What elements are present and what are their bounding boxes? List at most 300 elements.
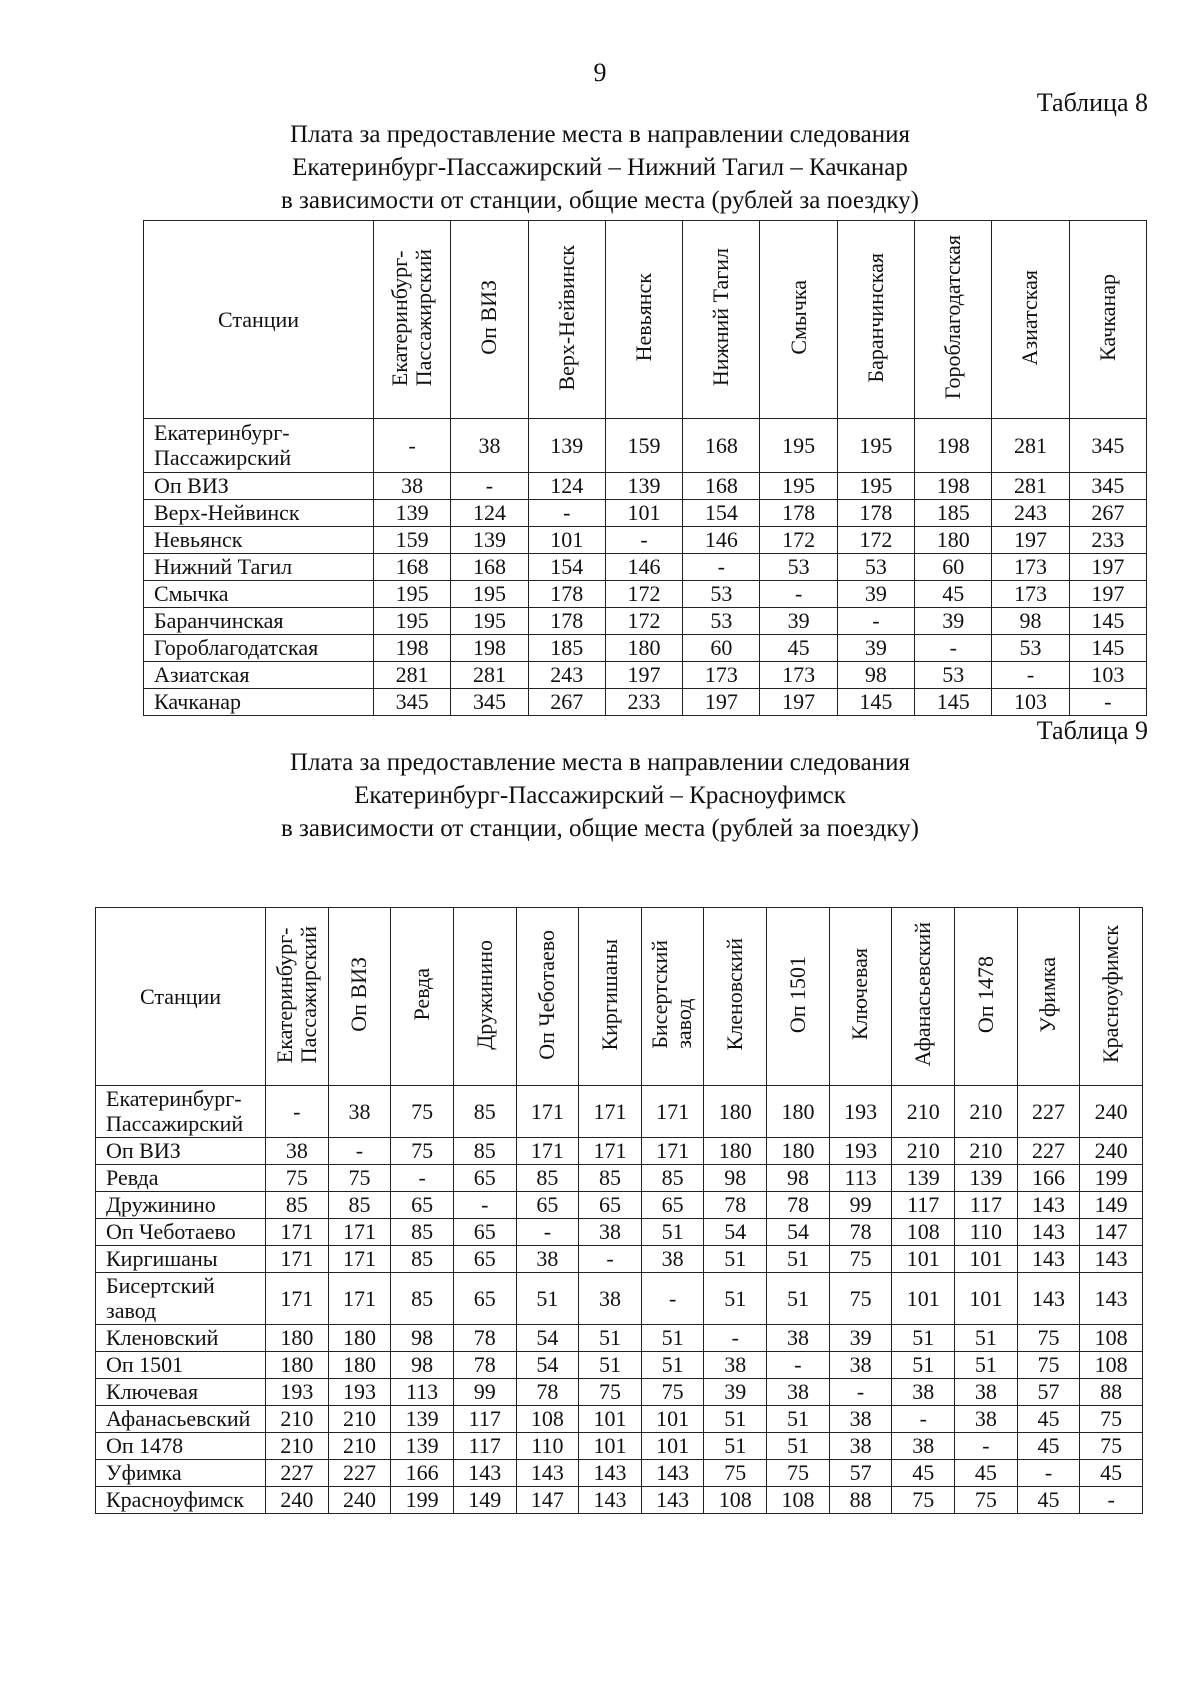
column-header-label: Дружинино (471, 939, 497, 1050)
table-row (96, 1379, 1143, 1406)
column-header-label: Азиатская (1017, 269, 1043, 366)
fare-cell: 171 (579, 1086, 642, 1138)
column-header (1080, 908, 1143, 1086)
fare-cell: 195 (760, 419, 837, 473)
fare-cell: 65 (453, 1273, 516, 1325)
fare-cell: 65 (641, 1192, 704, 1219)
fare-cell: 65 (516, 1192, 579, 1219)
fare-cell: 54 (516, 1325, 579, 1352)
fare-cell: 75 (391, 1086, 454, 1138)
fare-cell: 171 (641, 1138, 704, 1165)
fare-cell: 51 (704, 1406, 767, 1433)
table-row (96, 1192, 1143, 1219)
fare-cell: 51 (955, 1325, 1018, 1352)
fare-cell: 143 (641, 1460, 704, 1487)
fare-cell: 85 (391, 1273, 454, 1325)
column-header (892, 908, 955, 1086)
fare-cell: 101 (579, 1406, 642, 1433)
fare-cell: 145 (837, 689, 914, 716)
fare-cell: 143 (453, 1460, 516, 1487)
header-row (96, 908, 1143, 1086)
fare-cell: 171 (328, 1273, 391, 1325)
fare-cell: 143 (1017, 1192, 1080, 1219)
fare-cell: 171 (516, 1086, 579, 1138)
column-header-label: Ревда (409, 968, 434, 1021)
fare-cell: 149 (1080, 1192, 1143, 1219)
fare-cell: 39 (704, 1379, 767, 1406)
column-header (704, 908, 767, 1086)
fare-cell: 57 (829, 1460, 892, 1487)
fare-cell: 166 (1017, 1165, 1080, 1192)
fare-cell: 281 (374, 662, 451, 689)
column-header (1017, 908, 1080, 1086)
table-row (96, 1352, 1143, 1379)
fare-cell: 53 (915, 662, 992, 689)
fare-cell: 159 (374, 527, 451, 554)
row-station-name: Оп ВИЗ (96, 1138, 266, 1165)
fare-cell: 75 (266, 1165, 329, 1192)
fare-cell: 193 (266, 1379, 329, 1406)
table-row (144, 662, 1147, 689)
table-row (144, 608, 1147, 635)
column-header-label: Оп ВИЗ (476, 280, 502, 355)
fare-cell: 85 (516, 1165, 579, 1192)
fare-cell: 75 (1017, 1352, 1080, 1379)
column-header-label: Оп Чеботаево (534, 929, 560, 1060)
fare-cell: 139 (528, 419, 605, 473)
fare-cell: 345 (1069, 419, 1146, 473)
fare-cell: 180 (704, 1138, 767, 1165)
table-row (144, 527, 1147, 554)
fare-cell: 173 (992, 581, 1069, 608)
fare-cell: 38 (892, 1433, 955, 1460)
row-station-name: Уфимка (96, 1460, 266, 1487)
fare-cell: - (528, 500, 605, 527)
fare-cell: 85 (328, 1192, 391, 1219)
fare-cell: - (837, 608, 914, 635)
fare-cell: 210 (892, 1086, 955, 1138)
fare-cell: 180 (328, 1325, 391, 1352)
fare-cell: 75 (955, 1487, 1018, 1514)
fare-cell: - (266, 1086, 329, 1138)
fare-cell: 143 (641, 1487, 704, 1514)
fare-cell: 139 (605, 473, 682, 500)
row-station-name: Бисертский завод (96, 1273, 266, 1325)
fare-cell: 345 (451, 689, 528, 716)
fare-cell: 197 (683, 689, 760, 716)
fare-table-8 (143, 220, 1147, 716)
fare-cell: 54 (704, 1219, 767, 1246)
fare-cell: 45 (1017, 1487, 1080, 1514)
column-header-label: Качканар (1094, 273, 1120, 361)
row-station-name: Оп 1501 (96, 1352, 266, 1379)
table8-title-line: Плата за предоставление места в направлении следования (289, 121, 911, 148)
fare-cell: 110 (955, 1219, 1018, 1246)
table-row (96, 1406, 1143, 1433)
fare-cell: 45 (1080, 1460, 1143, 1487)
fare-cell: 88 (1080, 1379, 1143, 1406)
row-station-name: Баранчинская (144, 608, 374, 635)
fare-cell: 101 (955, 1273, 1018, 1325)
fare-cell: 180 (767, 1086, 830, 1138)
fare-cell: 154 (683, 500, 760, 527)
fare-cell: 267 (528, 689, 605, 716)
row-station-name: Качканар (144, 689, 374, 716)
column-header-label: Оп 1478 (972, 955, 998, 1034)
fare-cell: 98 (391, 1325, 454, 1352)
fare-cell: 178 (528, 581, 605, 608)
column-header (328, 908, 391, 1086)
fare-table-9 (95, 907, 1143, 1514)
fare-cell: 38 (767, 1379, 830, 1406)
fare-cell: 75 (1017, 1325, 1080, 1352)
fare-cell: - (641, 1273, 704, 1325)
fare-cell: 75 (1080, 1406, 1143, 1433)
fare-cell: 210 (955, 1086, 1018, 1138)
stations-header: Станции (96, 908, 266, 1086)
fare-cell: 88 (829, 1487, 892, 1514)
fare-cell: 233 (605, 689, 682, 716)
fare-cell: 101 (605, 500, 682, 527)
table-row (144, 635, 1147, 662)
fare-cell: 172 (837, 527, 914, 554)
row-station-name: Азиатская (144, 662, 374, 689)
column-header-label: Уфимка (1035, 956, 1061, 1033)
column-header-label: Оп ВИЗ (346, 957, 372, 1032)
fare-cell: 147 (1080, 1219, 1143, 1246)
fare-cell: 139 (892, 1165, 955, 1192)
column-header (451, 221, 528, 419)
fare-cell: 210 (955, 1138, 1018, 1165)
fare-cell: - (829, 1379, 892, 1406)
fare-cell: 57 (1017, 1379, 1080, 1406)
fare-cell: 53 (760, 554, 837, 581)
row-station-name: Оп 1478 (96, 1433, 266, 1460)
fare-cell: 53 (837, 554, 914, 581)
table8-label: Таблица 8 (1036, 88, 1148, 117)
fare-cell: 39 (760, 608, 837, 635)
fare-cell: 281 (992, 419, 1069, 473)
column-header-label: Киргишаны (596, 938, 622, 1051)
fare-cell: 38 (704, 1352, 767, 1379)
fare-cell: 53 (683, 581, 760, 608)
row-station-name: Ревда (96, 1165, 266, 1192)
fare-cell: 45 (760, 635, 837, 662)
fare-cell: 38 (767, 1325, 830, 1352)
row-station-name: Невьянск (144, 527, 374, 554)
column-header-label: Екатеринбург- Пассажирский (386, 248, 437, 387)
fare-cell: 143 (1080, 1273, 1143, 1325)
fare-cell: 113 (391, 1379, 454, 1406)
fare-cell: 210 (328, 1433, 391, 1460)
row-station-name: Кленовский (96, 1325, 266, 1352)
fare-cell: 51 (704, 1246, 767, 1273)
fare-cell: - (453, 1192, 516, 1219)
fare-cell: 180 (266, 1352, 329, 1379)
fare-cell: 51 (955, 1352, 1018, 1379)
row-station-name: Смычка (144, 581, 374, 608)
fare-cell: 171 (516, 1138, 579, 1165)
fare-cell: 78 (704, 1192, 767, 1219)
fare-cell: 171 (266, 1246, 329, 1273)
table-row (144, 554, 1147, 581)
table-row (144, 581, 1147, 608)
fare-cell: 54 (516, 1352, 579, 1379)
fare-cell: - (892, 1406, 955, 1433)
fare-cell: 145 (1069, 635, 1146, 662)
fare-cell: 101 (892, 1273, 955, 1325)
column-header (683, 221, 760, 419)
fare-cell: 143 (1017, 1246, 1080, 1273)
fare-cell: 60 (683, 635, 760, 662)
fare-cell: 75 (829, 1246, 892, 1273)
fare-cell: 143 (516, 1460, 579, 1487)
fare-cell: - (1017, 1460, 1080, 1487)
fare-cell: 180 (266, 1325, 329, 1352)
table8-title-line: Екатеринбург-Пассажирский – Нижний Тагил – Качканар (292, 154, 908, 181)
column-header (915, 221, 992, 419)
fare-cell: 143 (1017, 1219, 1080, 1246)
fare-cell: 199 (1080, 1165, 1143, 1192)
fare-cell: - (391, 1165, 454, 1192)
fare-cell: 75 (391, 1138, 454, 1165)
fare-cell: 117 (955, 1192, 1018, 1219)
fare-cell: - (915, 635, 992, 662)
fare-cell: 51 (767, 1246, 830, 1273)
table9-title-line: Екатеринбург-Пассажирский – Красноуфимск (354, 782, 846, 809)
fare-cell: 51 (579, 1325, 642, 1352)
fare-cell: 38 (579, 1273, 642, 1325)
table-row (144, 419, 1147, 473)
fare-cell: 54 (767, 1219, 830, 1246)
fare-cell: 281 (992, 473, 1069, 500)
fare-cell: 139 (391, 1406, 454, 1433)
fare-cell: 345 (1069, 473, 1146, 500)
fare-cell: 78 (516, 1379, 579, 1406)
fare-cell: 75 (829, 1273, 892, 1325)
fare-cell: 103 (1069, 662, 1146, 689)
fare-cell: 197 (760, 689, 837, 716)
row-station-name: Екатеринбург- Пассажирский (144, 419, 374, 473)
fare-cell: 38 (955, 1379, 1018, 1406)
fare-cell: 78 (829, 1219, 892, 1246)
fare-cell: - (955, 1433, 1018, 1460)
fare-cell: - (1080, 1487, 1143, 1514)
table9-title-line: в зависимости от станции, общие места (рублей за поездку) (280, 815, 919, 842)
fare-cell: 75 (892, 1487, 955, 1514)
table-row (96, 1460, 1143, 1487)
fare-cell: 75 (767, 1460, 830, 1487)
fare-cell: 193 (829, 1086, 892, 1138)
column-header (579, 908, 642, 1086)
table-row (96, 1165, 1143, 1192)
fare-cell: - (1069, 689, 1146, 716)
row-station-name: Екатеринбург- Пассажирский (96, 1086, 266, 1138)
fare-cell: 198 (451, 635, 528, 662)
fare-cell: 110 (516, 1433, 579, 1460)
fare-cell: 178 (760, 500, 837, 527)
fare-cell: 45 (1017, 1406, 1080, 1433)
column-header (266, 908, 329, 1086)
fare-cell: 240 (1080, 1138, 1143, 1165)
fare-cell: - (328, 1138, 391, 1165)
fare-cell: 38 (955, 1406, 1018, 1433)
fare-cell: 143 (579, 1460, 642, 1487)
fare-cell: 85 (579, 1165, 642, 1192)
column-header-label: Верх-Нейвинск (553, 244, 579, 391)
fare-cell: 243 (528, 662, 605, 689)
fare-cell: 85 (391, 1219, 454, 1246)
fare-cell: 38 (641, 1246, 704, 1273)
fare-cell: 197 (992, 527, 1069, 554)
fare-cell: - (516, 1219, 579, 1246)
fare-cell: 146 (683, 527, 760, 554)
fare-cell: 51 (767, 1273, 830, 1325)
fare-cell: 146 (605, 554, 682, 581)
fare-cell: 51 (641, 1219, 704, 1246)
fare-cell: 159 (605, 419, 682, 473)
table-row (96, 1433, 1143, 1460)
fare-cell: - (760, 581, 837, 608)
fare-cell: 210 (266, 1406, 329, 1433)
fare-cell: 193 (829, 1138, 892, 1165)
fare-cell: 210 (892, 1138, 955, 1165)
fare-cell: 38 (516, 1246, 579, 1273)
fare-cell: - (767, 1352, 830, 1379)
row-station-name: Дружинино (96, 1192, 266, 1219)
fare-cell: 117 (453, 1406, 516, 1433)
fare-cell: 51 (579, 1352, 642, 1379)
table-row (96, 1487, 1143, 1514)
fare-cell: 75 (1080, 1433, 1143, 1460)
column-header-label: Нижний Тагил (708, 248, 734, 387)
fare-cell: 38 (829, 1352, 892, 1379)
fare-cell: 195 (837, 419, 914, 473)
column-header (453, 908, 516, 1086)
fare-cell: 195 (451, 608, 528, 635)
fare-cell: 99 (829, 1192, 892, 1219)
fare-cell: 101 (641, 1406, 704, 1433)
fare-cell: 98 (704, 1165, 767, 1192)
fare-cell: 240 (1080, 1086, 1143, 1138)
fare-cell: 113 (829, 1165, 892, 1192)
fare-cell: 227 (328, 1460, 391, 1487)
column-header-label: Красноуфимск (1098, 925, 1124, 1064)
fare-cell: 51 (516, 1273, 579, 1325)
fare-cell: - (683, 554, 760, 581)
row-station-name: Ключевая (96, 1379, 266, 1406)
column-header-label: Ключевая (847, 948, 873, 1041)
fare-cell: 39 (829, 1325, 892, 1352)
table9-label: Таблица 9 (1036, 716, 1148, 745)
page-number: 9 (593, 58, 607, 87)
fare-cell: 180 (328, 1352, 391, 1379)
fare-cell: 53 (992, 635, 1069, 662)
fare-cell: 171 (328, 1219, 391, 1246)
fare-cell: 195 (760, 473, 837, 500)
table8-title (100, 118, 1100, 217)
fare-cell: 108 (516, 1406, 579, 1433)
fare-cell: 198 (915, 419, 992, 473)
fare-cell: 197 (1069, 554, 1146, 581)
fare-cell: 145 (915, 689, 992, 716)
fare-cell: 85 (391, 1246, 454, 1273)
fare-cell: 38 (328, 1086, 391, 1138)
fare-cell: 173 (992, 554, 1069, 581)
fare-cell: 198 (374, 635, 451, 662)
column-header-label: Гороблагодатская (940, 235, 966, 400)
fare-cell: 38 (829, 1406, 892, 1433)
fare-cell: 198 (915, 473, 992, 500)
column-header (992, 221, 1069, 419)
column-header-label: Баранчинская (862, 252, 888, 383)
fare-cell: 65 (453, 1246, 516, 1273)
fare-cell: 345 (374, 689, 451, 716)
fare-cell: 117 (453, 1433, 516, 1460)
row-station-name: Афанасьевский (96, 1406, 266, 1433)
fare-cell: 124 (451, 500, 528, 527)
fare-cell: 227 (1017, 1138, 1080, 1165)
fare-cell: 180 (704, 1086, 767, 1138)
fare-cell: 139 (391, 1433, 454, 1460)
fare-cell: 267 (1069, 500, 1146, 527)
fare-cell: 227 (266, 1460, 329, 1487)
fare-cell: 45 (1017, 1433, 1080, 1460)
fare-cell: 108 (1080, 1325, 1143, 1352)
fare-cell: - (605, 527, 682, 554)
fare-cell: - (579, 1246, 642, 1273)
fare-cell: 101 (579, 1433, 642, 1460)
fare-cell: 178 (837, 500, 914, 527)
column-header (605, 221, 682, 419)
fare-cell: 178 (528, 608, 605, 635)
fare-cell: 210 (266, 1433, 329, 1460)
fare-cell: 53 (683, 608, 760, 635)
column-header (516, 908, 579, 1086)
row-station-name: Верх-Нейвинск (144, 500, 374, 527)
column-header-label: Афанасьевский (910, 922, 936, 1067)
fare-cell: 99 (453, 1379, 516, 1406)
fare-cell: 199 (391, 1487, 454, 1514)
fare-cell: 65 (453, 1165, 516, 1192)
fare-cell: 38 (374, 473, 451, 500)
fare-cell: 78 (453, 1325, 516, 1352)
fare-cell: 145 (1069, 608, 1146, 635)
fare-cell: 75 (328, 1165, 391, 1192)
fare-cell: 38 (579, 1219, 642, 1246)
fare-cell: 101 (955, 1246, 1018, 1273)
fare-cell: 139 (374, 500, 451, 527)
fare-cell: 65 (453, 1219, 516, 1246)
column-header-label: Кленовский (722, 938, 748, 1051)
fare-cell: 147 (516, 1487, 579, 1514)
fare-cell: 101 (641, 1433, 704, 1460)
fare-cell: 39 (915, 608, 992, 635)
column-header (837, 221, 914, 419)
fare-cell: 195 (451, 581, 528, 608)
fare-cell: 143 (1017, 1273, 1080, 1325)
column-header-label: Смычка (785, 280, 811, 355)
fare-cell: 171 (641, 1086, 704, 1138)
row-station-name: Киргишаны (96, 1246, 266, 1273)
fare-cell: 85 (266, 1192, 329, 1219)
fare-cell: 240 (328, 1487, 391, 1514)
fare-cell: 98 (767, 1165, 830, 1192)
fare-cell: 38 (829, 1433, 892, 1460)
fare-cell: 168 (451, 554, 528, 581)
column-header (760, 221, 837, 419)
fare-cell: 180 (605, 635, 682, 662)
